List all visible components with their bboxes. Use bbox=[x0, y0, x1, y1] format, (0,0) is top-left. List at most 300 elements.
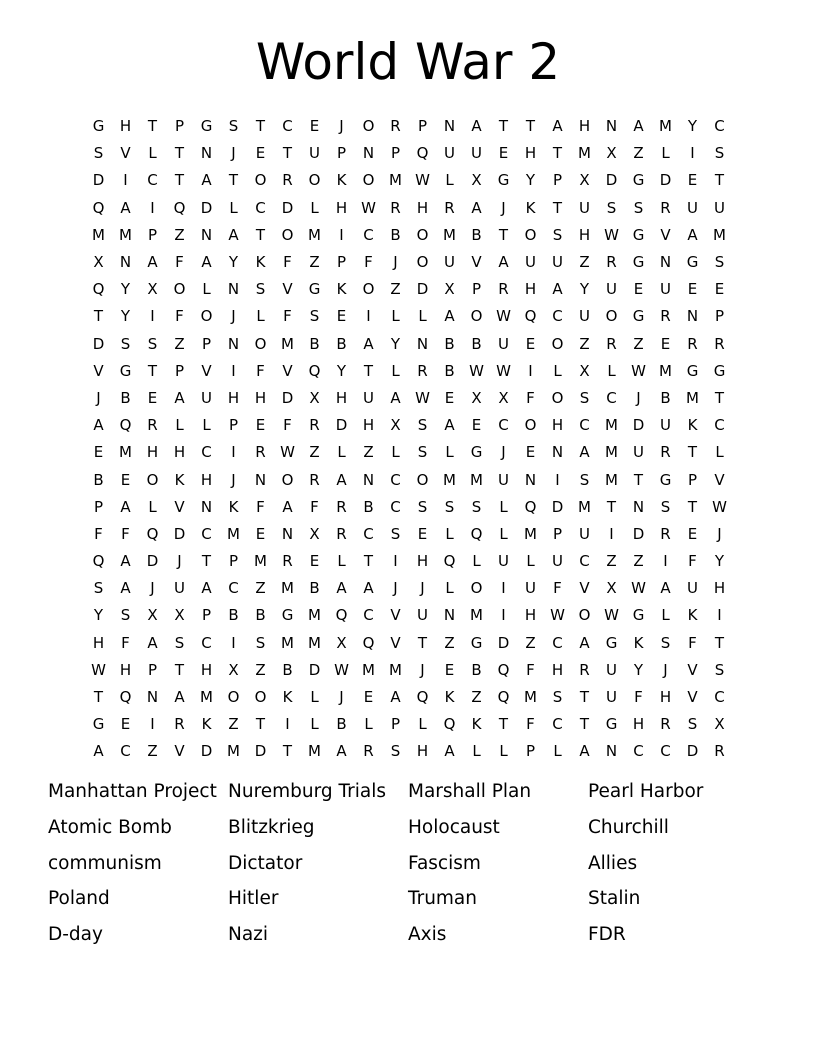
grid-letter: T bbox=[498, 715, 509, 734]
grid-letter: O bbox=[254, 334, 267, 353]
word-list-item: Blitzkrieg bbox=[228, 816, 315, 838]
grid-letter: D bbox=[254, 742, 267, 761]
grid-letter: R bbox=[444, 198, 455, 217]
word-list-item: Truman bbox=[408, 888, 477, 910]
grid-letter: S bbox=[255, 633, 266, 652]
grid-letter: E bbox=[255, 144, 266, 163]
grid-letter: S bbox=[255, 280, 266, 299]
grid-row bbox=[85, 439, 733, 466]
grid-letter: T bbox=[552, 198, 563, 217]
grid-letter: Y bbox=[336, 361, 347, 380]
grid-letter: O bbox=[524, 416, 537, 435]
grid-letter: W bbox=[91, 660, 106, 679]
grid-letter: B bbox=[93, 470, 104, 489]
grid-letter: B bbox=[471, 225, 482, 244]
grid-letter: E bbox=[498, 144, 509, 163]
grid-letter: N bbox=[119, 253, 132, 272]
grid-letter: G bbox=[497, 171, 510, 190]
grid-letter: L bbox=[391, 443, 400, 462]
grid-letter: F bbox=[283, 253, 292, 272]
grid-letter: B bbox=[471, 334, 482, 353]
grid-letter: C bbox=[201, 633, 212, 652]
grid-letter: Q bbox=[443, 552, 456, 571]
grid-letter: C bbox=[498, 416, 509, 435]
grid-letter: N bbox=[605, 742, 618, 761]
grid-letter: I bbox=[150, 307, 155, 326]
grid-letter: K bbox=[201, 715, 212, 734]
grid-letter: C bbox=[552, 307, 563, 326]
grid-letter: A bbox=[336, 742, 347, 761]
word-list-item: Poland bbox=[48, 888, 110, 910]
grid-letter: H bbox=[632, 715, 645, 734]
grid-letter: T bbox=[174, 144, 185, 163]
grid-letter: K bbox=[633, 633, 644, 652]
word-list-item: Dictator bbox=[228, 852, 303, 874]
grid-letter: S bbox=[93, 579, 104, 598]
grid-letter: T bbox=[174, 171, 185, 190]
grid-letter: O bbox=[281, 470, 294, 489]
grid-letter: C bbox=[120, 742, 131, 761]
grid-letter: N bbox=[443, 117, 456, 136]
grid-letter: T bbox=[174, 660, 185, 679]
grid-letter: K bbox=[336, 280, 347, 299]
grid-letter: R bbox=[714, 334, 725, 353]
grid-letter: M bbox=[281, 579, 294, 598]
grid-letter: M bbox=[470, 470, 483, 489]
grid-letter: U bbox=[606, 280, 617, 299]
grid-letter: I bbox=[339, 225, 344, 244]
grid-letter: E bbox=[714, 280, 725, 299]
grid-letter: M bbox=[578, 497, 591, 516]
grid-letter: Z bbox=[525, 633, 536, 652]
grid-letter: L bbox=[337, 443, 346, 462]
grid-letter: G bbox=[200, 117, 213, 136]
grid-letter: P bbox=[174, 117, 185, 136]
grid-letter: P bbox=[147, 660, 158, 679]
grid-letter: H bbox=[578, 225, 591, 244]
grid-letter: M bbox=[281, 633, 294, 652]
grid-letter: Q bbox=[416, 144, 429, 163]
grid-letter: M bbox=[443, 225, 456, 244]
grid-letter: S bbox=[660, 633, 671, 652]
grid-letter: R bbox=[309, 470, 320, 489]
grid-letter: B bbox=[309, 579, 320, 598]
grid-letter: L bbox=[418, 307, 427, 326]
grid-letter: T bbox=[282, 144, 293, 163]
grid-letter: U bbox=[471, 144, 482, 163]
grid-letter: M bbox=[308, 633, 321, 652]
grid-letter: C bbox=[363, 606, 374, 625]
grid-letter: K bbox=[228, 497, 239, 516]
grid-letter: D bbox=[632, 416, 645, 435]
grid-letter: O bbox=[416, 253, 429, 272]
grid-letter: A bbox=[579, 742, 590, 761]
grid-letter: T bbox=[579, 715, 590, 734]
grid-letter: E bbox=[255, 416, 266, 435]
grid-letter: S bbox=[120, 606, 131, 625]
grid-letter: A bbox=[120, 579, 131, 598]
grid-letter: J bbox=[150, 579, 155, 598]
grid-letter: T bbox=[633, 470, 644, 489]
grid-letter: T bbox=[687, 497, 698, 516]
grid-letter: T bbox=[579, 688, 590, 707]
grid-letter: C bbox=[579, 552, 590, 571]
grid-letter: A bbox=[174, 388, 185, 407]
grid-letter: S bbox=[93, 144, 104, 163]
grid-letter: S bbox=[417, 416, 428, 435]
grid-row bbox=[85, 657, 733, 684]
grid-letter: E bbox=[687, 524, 698, 543]
grid-letter: V bbox=[201, 361, 212, 380]
grid-letter: V bbox=[174, 742, 185, 761]
grid-letter: Z bbox=[444, 633, 455, 652]
grid-letter: F bbox=[553, 579, 562, 598]
grid-letter: E bbox=[660, 334, 671, 353]
grid-letter: M bbox=[281, 334, 294, 353]
grid-letter: E bbox=[255, 524, 266, 543]
grid-letter: Q bbox=[92, 198, 105, 217]
word-list-item: communism bbox=[48, 852, 162, 874]
grid-letter: G bbox=[632, 171, 645, 190]
grid-letter: M bbox=[227, 524, 240, 543]
grid-letter: U bbox=[525, 579, 536, 598]
grid-letter: U bbox=[687, 579, 698, 598]
grid-letter: U bbox=[363, 388, 374, 407]
grid-letter: H bbox=[578, 117, 591, 136]
grid-letter: Z bbox=[174, 225, 185, 244]
grid-letter: M bbox=[227, 742, 240, 761]
grid-letter: T bbox=[498, 117, 509, 136]
grid-letter: S bbox=[147, 334, 158, 353]
grid-row bbox=[85, 575, 733, 602]
grid-letter: U bbox=[498, 470, 509, 489]
grid-letter: F bbox=[634, 688, 643, 707]
grid-letter: O bbox=[470, 579, 483, 598]
grid-letter: Q bbox=[524, 307, 537, 326]
grid-letter: U bbox=[660, 280, 671, 299]
grid-letter: O bbox=[416, 225, 429, 244]
grid-letter: A bbox=[201, 253, 212, 272]
grid-letter: C bbox=[714, 688, 725, 707]
grid-letter: F bbox=[364, 253, 373, 272]
grid-letter: C bbox=[147, 171, 158, 190]
grid-letter: C bbox=[552, 715, 563, 734]
grid-letter: I bbox=[150, 198, 155, 217]
grid-letter: M bbox=[686, 388, 699, 407]
grid-letter: F bbox=[121, 633, 130, 652]
grid-letter: F bbox=[283, 416, 292, 435]
grid-letter: L bbox=[310, 198, 319, 217]
grid-letter: S bbox=[390, 742, 401, 761]
grid-letter: A bbox=[390, 688, 401, 707]
grid-letter: Q bbox=[443, 715, 456, 734]
grid-letter: C bbox=[201, 524, 212, 543]
word-list-item: Churchill bbox=[588, 816, 669, 838]
grid-letter: I bbox=[609, 524, 614, 543]
grid-row bbox=[85, 249, 733, 276]
grid-row bbox=[85, 466, 733, 493]
grid-row bbox=[85, 738, 733, 765]
grid-letter: V bbox=[120, 144, 131, 163]
grid-letter: L bbox=[256, 307, 265, 326]
grid-letter: B bbox=[336, 715, 347, 734]
grid-letter: C bbox=[579, 416, 590, 435]
grid-letter: A bbox=[201, 171, 212, 190]
grid-letter: O bbox=[362, 280, 375, 299]
grid-letter: O bbox=[254, 171, 267, 190]
grid-letter: H bbox=[200, 660, 213, 679]
grid-letter: L bbox=[175, 416, 184, 435]
grid-letter: K bbox=[471, 715, 482, 734]
grid-letter: S bbox=[687, 715, 698, 734]
grid-letter: R bbox=[660, 198, 671, 217]
grid-letter: R bbox=[363, 742, 374, 761]
grid-letter: S bbox=[444, 497, 455, 516]
grid-letter: P bbox=[471, 280, 482, 299]
grid-row bbox=[85, 412, 733, 439]
grid-letter: W bbox=[496, 307, 511, 326]
grid-letter: G bbox=[119, 361, 132, 380]
grid-letter: P bbox=[714, 307, 725, 326]
grid-letter: U bbox=[525, 253, 536, 272]
grid-letter: L bbox=[310, 715, 319, 734]
grid-letter: R bbox=[390, 117, 401, 136]
grid-letter: H bbox=[524, 606, 537, 625]
grid-letter: C bbox=[228, 579, 239, 598]
grid-letter: N bbox=[146, 688, 159, 707]
grid-letter: Z bbox=[633, 334, 644, 353]
grid-letter: X bbox=[606, 579, 617, 598]
grid-letter: U bbox=[687, 198, 698, 217]
grid-letter: A bbox=[498, 253, 509, 272]
grid-letter: H bbox=[659, 688, 672, 707]
grid-letter: P bbox=[336, 253, 347, 272]
grid-letter: M bbox=[659, 117, 672, 136]
grid-letter: N bbox=[281, 524, 294, 543]
grid-letter: T bbox=[228, 171, 239, 190]
grid-letter: A bbox=[336, 579, 347, 598]
grid-letter: B bbox=[471, 660, 482, 679]
grid-letter: T bbox=[255, 715, 266, 734]
grid-letter: S bbox=[714, 660, 725, 679]
grid-letter: N bbox=[362, 144, 375, 163]
grid-letter: O bbox=[227, 688, 240, 707]
grid-letter: R bbox=[606, 253, 617, 272]
grid-row bbox=[85, 548, 733, 575]
grid-letter: H bbox=[200, 470, 213, 489]
grid-letter: N bbox=[416, 334, 429, 353]
grid-letter: Q bbox=[497, 660, 510, 679]
grid-letter: S bbox=[417, 497, 428, 516]
grid-letter: P bbox=[417, 117, 428, 136]
grid-letter: X bbox=[579, 361, 590, 380]
grid-letter: H bbox=[416, 552, 429, 571]
grid-letter: O bbox=[605, 307, 618, 326]
grid-letter: S bbox=[633, 198, 644, 217]
grid-letter: A bbox=[120, 198, 131, 217]
grid-letter: A bbox=[147, 253, 158, 272]
grid-letter: B bbox=[309, 334, 320, 353]
grid-letter: W bbox=[334, 660, 349, 679]
grid-letter: R bbox=[579, 660, 590, 679]
grid-letter: H bbox=[335, 198, 348, 217]
grid-letter: N bbox=[200, 497, 213, 516]
grid-letter: E bbox=[525, 334, 536, 353]
grid-letter: Z bbox=[255, 660, 266, 679]
grid-letter: J bbox=[231, 470, 236, 489]
grid-letter: A bbox=[552, 117, 563, 136]
grid-letter: A bbox=[471, 198, 482, 217]
grid-letter: L bbox=[715, 443, 724, 462]
grid-letter: J bbox=[636, 388, 641, 407]
grid-letter: Y bbox=[687, 117, 698, 136]
grid-letter: Y bbox=[93, 606, 104, 625]
grid-letter: M bbox=[524, 688, 537, 707]
grid-letter: M bbox=[200, 688, 213, 707]
grid-letter: H bbox=[119, 660, 132, 679]
grid-letter: J bbox=[420, 660, 425, 679]
grid-letter: V bbox=[282, 280, 293, 299]
grid-letter: P bbox=[147, 225, 158, 244]
grid-letter: K bbox=[174, 470, 185, 489]
grid-letter: G bbox=[605, 633, 618, 652]
grid-letter: C bbox=[363, 524, 374, 543]
grid-letter: R bbox=[282, 171, 293, 190]
grid-letter: H bbox=[362, 416, 375, 435]
grid-letter: T bbox=[525, 117, 536, 136]
grid-letter: T bbox=[282, 742, 293, 761]
grid-letter: D bbox=[416, 280, 429, 299]
grid-letter: J bbox=[663, 660, 668, 679]
grid-letter: V bbox=[714, 470, 725, 489]
grid-letter: I bbox=[555, 470, 560, 489]
grid-letter: I bbox=[285, 715, 290, 734]
grid-letter: U bbox=[498, 552, 509, 571]
grid-letter: O bbox=[362, 171, 375, 190]
grid-letter: R bbox=[390, 198, 401, 217]
grid-letter: H bbox=[146, 443, 159, 462]
grid-letter: U bbox=[309, 144, 320, 163]
grid-letter: S bbox=[660, 497, 671, 516]
grid-letter: E bbox=[687, 171, 698, 190]
grid-letter: S bbox=[309, 307, 320, 326]
grid-letter: X bbox=[390, 416, 401, 435]
grid-letter: X bbox=[498, 388, 509, 407]
grid-letter: Y bbox=[525, 171, 536, 190]
grid-letter: Z bbox=[471, 688, 482, 707]
grid-letter: G bbox=[92, 117, 105, 136]
grid-letter: E bbox=[120, 470, 131, 489]
grid-letter: F bbox=[688, 633, 697, 652]
grid-letter: R bbox=[336, 497, 347, 516]
grid-letter: Z bbox=[579, 253, 590, 272]
grid-letter: L bbox=[499, 742, 508, 761]
word-list-item: Holocaust bbox=[408, 816, 500, 838]
grid-letter: Q bbox=[308, 361, 321, 380]
grid-letter: B bbox=[444, 334, 455, 353]
grid-letter: X bbox=[471, 171, 482, 190]
grid-letter: B bbox=[444, 361, 455, 380]
grid-letter: A bbox=[93, 416, 104, 435]
grid-letter: T bbox=[714, 633, 725, 652]
grid-letter: M bbox=[578, 144, 591, 163]
grid-letter: T bbox=[606, 497, 617, 516]
grid-letter: D bbox=[686, 742, 699, 761]
grid-letter: R bbox=[660, 715, 671, 734]
grid-letter: O bbox=[362, 117, 375, 136]
grid-letter: N bbox=[605, 117, 618, 136]
grid-letter: E bbox=[633, 280, 644, 299]
grid-letter: I bbox=[366, 307, 371, 326]
grid-letter: N bbox=[254, 470, 267, 489]
grid-letter: O bbox=[578, 606, 591, 625]
grid-letter: M bbox=[92, 225, 105, 244]
grid-letter: K bbox=[525, 198, 536, 217]
grid-letter: A bbox=[147, 633, 158, 652]
word-list-item: Hitler bbox=[228, 888, 279, 910]
grid-letter: Y bbox=[633, 660, 644, 679]
grid-letter: M bbox=[389, 171, 402, 190]
grid-letter: D bbox=[308, 660, 321, 679]
grid-letter: C bbox=[282, 117, 293, 136]
grid-letter: M bbox=[659, 361, 672, 380]
grid-letter: G bbox=[659, 470, 672, 489]
grid-letter: E bbox=[120, 715, 131, 734]
grid-letter: N bbox=[686, 307, 699, 326]
grid-letter: X bbox=[309, 524, 320, 543]
grid-letter: X bbox=[714, 715, 725, 734]
grid-letter: A bbox=[660, 579, 671, 598]
grid-letter: R bbox=[309, 416, 320, 435]
grid-letter: B bbox=[120, 388, 131, 407]
grid-letter: A bbox=[228, 225, 239, 244]
grid-letter: T bbox=[417, 633, 428, 652]
grid-letter: Q bbox=[335, 606, 348, 625]
grid-letter: J bbox=[501, 443, 506, 462]
grid-letter: W bbox=[604, 606, 619, 625]
grid-letter: T bbox=[255, 225, 266, 244]
grid-letter: M bbox=[308, 742, 321, 761]
grid-letter: O bbox=[146, 470, 159, 489]
grid-letter: A bbox=[471, 117, 482, 136]
grid-letter: Q bbox=[146, 524, 159, 543]
grid-letter: O bbox=[173, 280, 186, 299]
grid-letter: Z bbox=[606, 552, 617, 571]
grid-letter: N bbox=[362, 470, 375, 489]
grid-letter: Z bbox=[579, 334, 590, 353]
grid-letter: V bbox=[282, 361, 293, 380]
grid-letter: Y bbox=[714, 552, 725, 571]
grid-letter: S bbox=[579, 470, 590, 489]
grid-letter: T bbox=[147, 117, 158, 136]
grid-letter: D bbox=[632, 524, 645, 543]
grid-letter: J bbox=[339, 117, 344, 136]
grid-letter: U bbox=[633, 443, 644, 462]
grid-letter: M bbox=[119, 443, 132, 462]
grid-letter: U bbox=[498, 334, 509, 353]
grid-letter: Z bbox=[174, 334, 185, 353]
grid-row bbox=[85, 521, 733, 548]
grid-letter: S bbox=[606, 198, 617, 217]
grid-letter: C bbox=[201, 443, 212, 462]
grid-letter: R bbox=[417, 361, 428, 380]
grid-letter: L bbox=[148, 144, 157, 163]
grid-letter: M bbox=[713, 225, 726, 244]
grid-letter: S bbox=[714, 144, 725, 163]
grid-letter: M bbox=[605, 443, 618, 462]
grid-letter: W bbox=[631, 579, 646, 598]
word-list-item: Axis bbox=[408, 924, 447, 946]
